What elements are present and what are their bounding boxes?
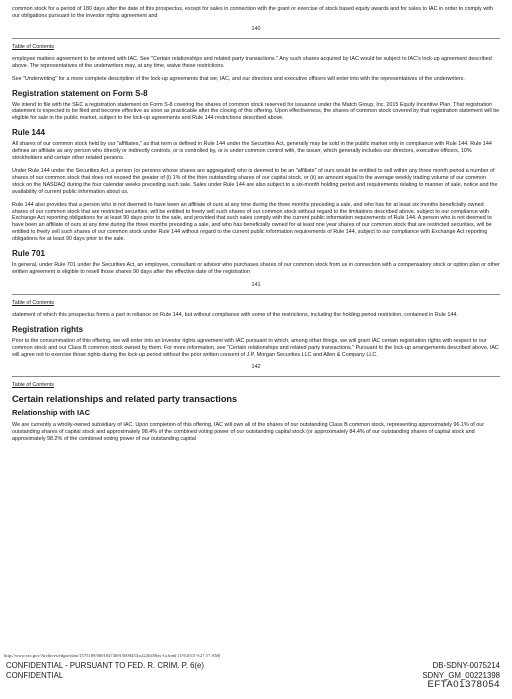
paragraph: Rule 144 also provides that a person who is not deemed to have been an affiliate of ours at any time during the three months preceding a sale, and who has for at least six months beneficially owned shares of our common stock that are restricted securities, will be entitled to freely sell such shares of our common stock without regard to the limitations described above, subject to our compliance with Exchange Act reporting obligations for at least 90 days prior to the sale, and provided that such sales comply with the current public information requirements of Rule 144. A person who is not deemed to have been an affiliate of ours at any time during the three months preceding a sale, and who has beneficially owned for at least one year shares of our common stock that are restricted securities, will be entitled to freely sell such shares of our common stock under Rule 144 without regard to the current public information requirements of Rule 144, subject to our compliance with Exchange Act reporting obligations for at least 90 days prior to the sale. [12, 201, 492, 243]
confidentiality-line: CONFIDENTIAL - PURSUANT TO FED. R. CRIM. P. 6(e) [6, 661, 204, 670]
table-of-contents-link[interactable]: Table of Contents [12, 299, 54, 306]
bates-sdny-gm: SDNY_GM_00221398 [422, 670, 500, 680]
paragraph: In general, under Rule 701 under the Securities Act, an employee, consultant or advisor who purchases shares of our common stock from us in connection with a compensatory stock or option plan or other written agreement is eligible to resell those shares 90 days after the effective date of the registration [12, 262, 500, 275]
bates-db-sdny: DB-SDNY-0075214 [432, 661, 500, 670]
confidentiality-footer [6, 661, 204, 680]
subsection-heading: Rule 701 [12, 249, 45, 259]
subsection-heading: Registration rights [12, 324, 84, 334]
paragraph: statement of which this prospectus forms a part in reliance on Rule 144, but without compliance with some of the restrictions, including the holding period restriction, contained in Rule 144. [12, 311, 458, 318]
confidentiality-label: CONFIDENTIAL [6, 670, 64, 680]
paragraph: All shares of our common stock held by our "affiliates," as that term is defined in Rule 144 under the Securities Act, generally may be sold in the public market only in compliance with Rule 144. Rule 144 defines an affiliate as any person who directly or indirectly controls, or is controlled by, or is under common control with, the issuer, which generally includes our directors, executive officers, 10% stockholders and certain other related persons. [12, 141, 492, 162]
sub-subsection-heading: Relationship with IAC [12, 408, 91, 418]
page-divider [12, 376, 500, 377]
source-url: http://www.sec.gov/Archives/edgar/data/1575189/000104746915008454/a2226458zs-1a.htm[11/9/2015 9:27:17 AM] [4, 653, 221, 658]
document-body [12, 6, 500, 449]
page-number: 141 [251, 281, 261, 288]
page-divider [12, 294, 500, 295]
paragraph: Prior to the consummation of this offering, we will enter into an investor rights agreement with IAC pursuant to which, among other things, we will grant IAC certain registration rights with respect to our common stock and our Class B common stock owned by them. For more information, see "Certain relationships and related party transactions." Pursuant to the lock-up arrangements described above, IAC will agree not to exercise those rights during the lock-up period without the prior written consent of J.P. Morgan Securities LLC and Allen & Company LLC. [12, 337, 499, 358]
bates-numbers [422, 661, 500, 690]
subsection-heading: Registration statement on Form S-8 [12, 88, 148, 98]
table-of-contents-link[interactable]: Table of Contents [12, 382, 54, 389]
section-heading: Certain relationships and related party transactions [12, 394, 238, 405]
paragraph: We intend to file with the SEC a registration statement on Form S-8 covering the shares of common stock reserved for issuance under the Match Group, Inc. 2015 Equity Incentive Plan. That registration statement is expected to be filed and become effective as soon as practicable after the closing of this offering. Upon effectiveness, the shares of common stock covered by that registration statement will be eligible for sale in the public market, subject to the lock-up agreements and Rule 144 restrictions described above. [12, 101, 500, 122]
paragraph: Under Rule 144 under the Securities Act, a person (or persons whose shares are aggregated) who is deemed to be an "affiliate" of ours would be entitled to sell within any three month period a number of shares of our common stock that does not exceed the greater of (i) 1% of the then outstanding shares of our capital stock, or (ii) an amount equal to the average weekly trading volume of our common stock on the NASDAQ during the four calendar weeks preceding such sale. Sales under Rule 144 are also subject to a six-month holding period and requirements relating to manner of sale, notice and the availability of current public information about us. [12, 167, 498, 195]
bates-efta: EFTA01378054 [427, 679, 500, 691]
paragraph: employee matters agreement to be entered with IAC. See "Certain relationships and related party transactions." Any such shares acquired by IAC would be subject to IAC's lock-up agreement described above. The representatives of the underwriters may, at any time, waive these restrictions. [12, 55, 492, 69]
page-number: 140 [251, 25, 261, 32]
paragraph: common stock for a period of 180 days after the date of this prospectus, except for sales in connection with the grant or exercise of stock based equity awards and for sales to IAC in order to comply with our obligations pursuant to the investor rights agreement and [12, 6, 493, 19]
page-number: 142 [251, 364, 261, 371]
paragraph: See "Underwriting" for a more complete description of the lock-up agreements that we, IAC, and our directors and executive officers will enter into with the representatives of the underwriters. [12, 75, 465, 82]
paragraph: We are currently a wholly-owned subsidiary of IAC. Upon completion of this offering, IAC will own all of the shares of our outstanding Class B common stock, representing approximately 96.1% of our outstanding shares of capital stock and approximately 98.4% of the combined voting power of our outstanding capital stock (or approximately 84.4% of our outstanding shares of capital stock and approximately 98.2% of the combined voting power of our outstanding capital [12, 421, 485, 442]
table-of-contents-link[interactable]: Table of Contents [12, 43, 54, 50]
subsection-heading: Rule 144 [12, 128, 45, 138]
page-divider [12, 38, 500, 39]
